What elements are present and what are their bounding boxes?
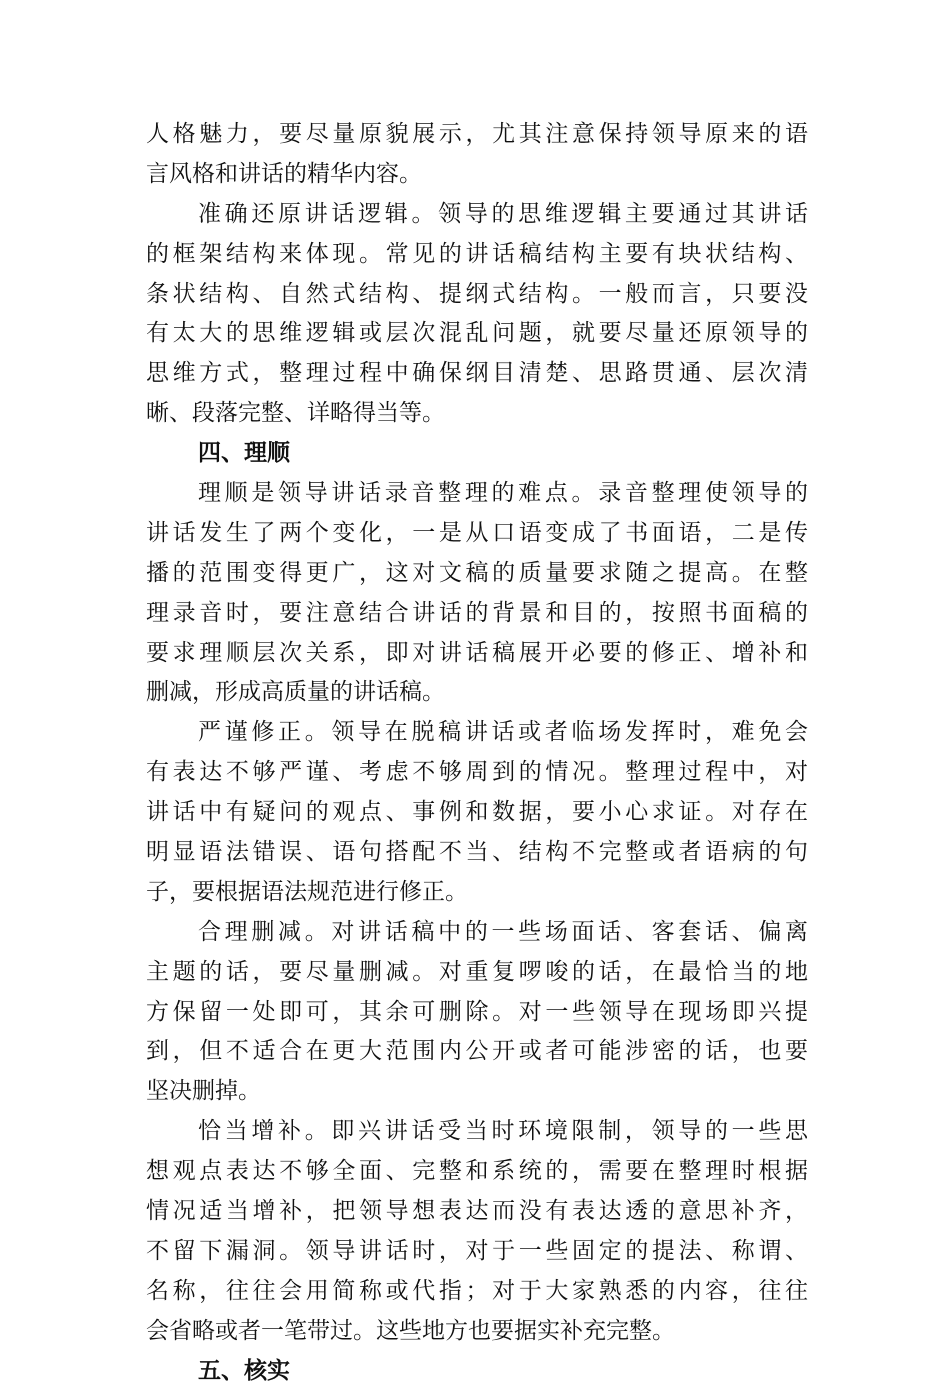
text-line: 讲话中有疑问的观点、事例和数据，要小心求证。对存在 bbox=[146, 799, 808, 826]
text-line: 讲话发生了两个变化，一是从口语变成了书面语，二是传 bbox=[146, 519, 808, 546]
document-page bbox=[146, 115, 808, 1392]
text-line: 到，但不适合在更大范围内公开或者可能涉密的话，也要 bbox=[146, 1038, 808, 1065]
paragraph-first-line: 理顺是领导讲话录音整理的难点。录音整理使领导的 bbox=[198, 480, 808, 507]
text-line: 子，要根据语法规范进行修正。 bbox=[146, 878, 468, 905]
text-line: 名称，往往会用简称或代指；对于大家熟悉的内容，往往 bbox=[146, 1277, 808, 1304]
text-line: 主题的话，要尽量删减。对重复啰唆的话，在最恰当的地 bbox=[146, 958, 808, 985]
section-heading: 四、理顺 bbox=[198, 440, 290, 467]
paragraph-first-line: 准确还原讲话逻辑。领导的思维逻辑主要通过其讲话 bbox=[198, 200, 808, 227]
text-line: 删减，形成高质量的讲话稿。 bbox=[146, 679, 445, 706]
text-line: 理录音时，要注意结合讲话的背景和目的，按照书面稿的 bbox=[146, 599, 808, 626]
text-line: 会省略或者一笔带过。这些地方也要据实补充完整。 bbox=[146, 1317, 675, 1344]
paragraph-first-line: 恰当增补。即兴讲话受当时环境限制，领导的一些思 bbox=[198, 1118, 808, 1145]
text-line: 明显语法错误、语句搭配不当、结构不完整或者语病的句 bbox=[146, 839, 808, 866]
text-line: 言风格和讲话的精华内容。 bbox=[146, 160, 422, 187]
text-line: 有表达不够严谨、考虑不够周到的情况。整理过程中，对 bbox=[146, 759, 808, 786]
text-line: 坚决删掉。 bbox=[146, 1078, 261, 1105]
text-line: 有太大的思维逻辑或层次混乱问题，就要尽量还原领导的 bbox=[146, 320, 808, 347]
text-line: 想观点表达不够全面、完整和系统的，需要在整理时根据 bbox=[146, 1158, 808, 1185]
text-line: 方保留一处即可，其余可删除。对一些领导在现场即兴提 bbox=[146, 998, 808, 1025]
text-line: 要求理顺层次关系，即对讲话稿展开必要的修正、增补和 bbox=[146, 639, 808, 666]
text-line: 晰、段落完整、详略得当等。 bbox=[146, 400, 445, 427]
paragraph-first-line: 严谨修正。领导在脱稿讲话或者临场发挥时，难免会 bbox=[198, 719, 808, 746]
text-line: 情况适当增补，把领导想表达而没有表达透的意思补齐， bbox=[146, 1198, 808, 1225]
text-line: 思维方式，整理过程中确保纲目清楚、思路贯通、层次清 bbox=[146, 360, 808, 387]
text-line: 播的范围变得更广，这对文稿的质量要求随之提高。在整 bbox=[146, 559, 808, 586]
text-line: 人格魅力，要尽量原貌展示，尤其注意保持领导原来的语 bbox=[146, 121, 808, 147]
text-line: 条状结构、自然式结构、提纲式结构。一般而言，只要没 bbox=[146, 280, 808, 307]
section-heading: 五、核实 bbox=[198, 1357, 290, 1384]
text-line: 不留下漏洞。领导讲话时，对于一些固定的提法、称谓、 bbox=[146, 1237, 808, 1264]
text-line: 的框架结构来体现。常见的讲话稿结构主要有块状结构、 bbox=[146, 240, 808, 267]
paragraph-first-line: 合理删减。对讲话稿中的一些场面话、客套话、偏离 bbox=[198, 918, 808, 945]
